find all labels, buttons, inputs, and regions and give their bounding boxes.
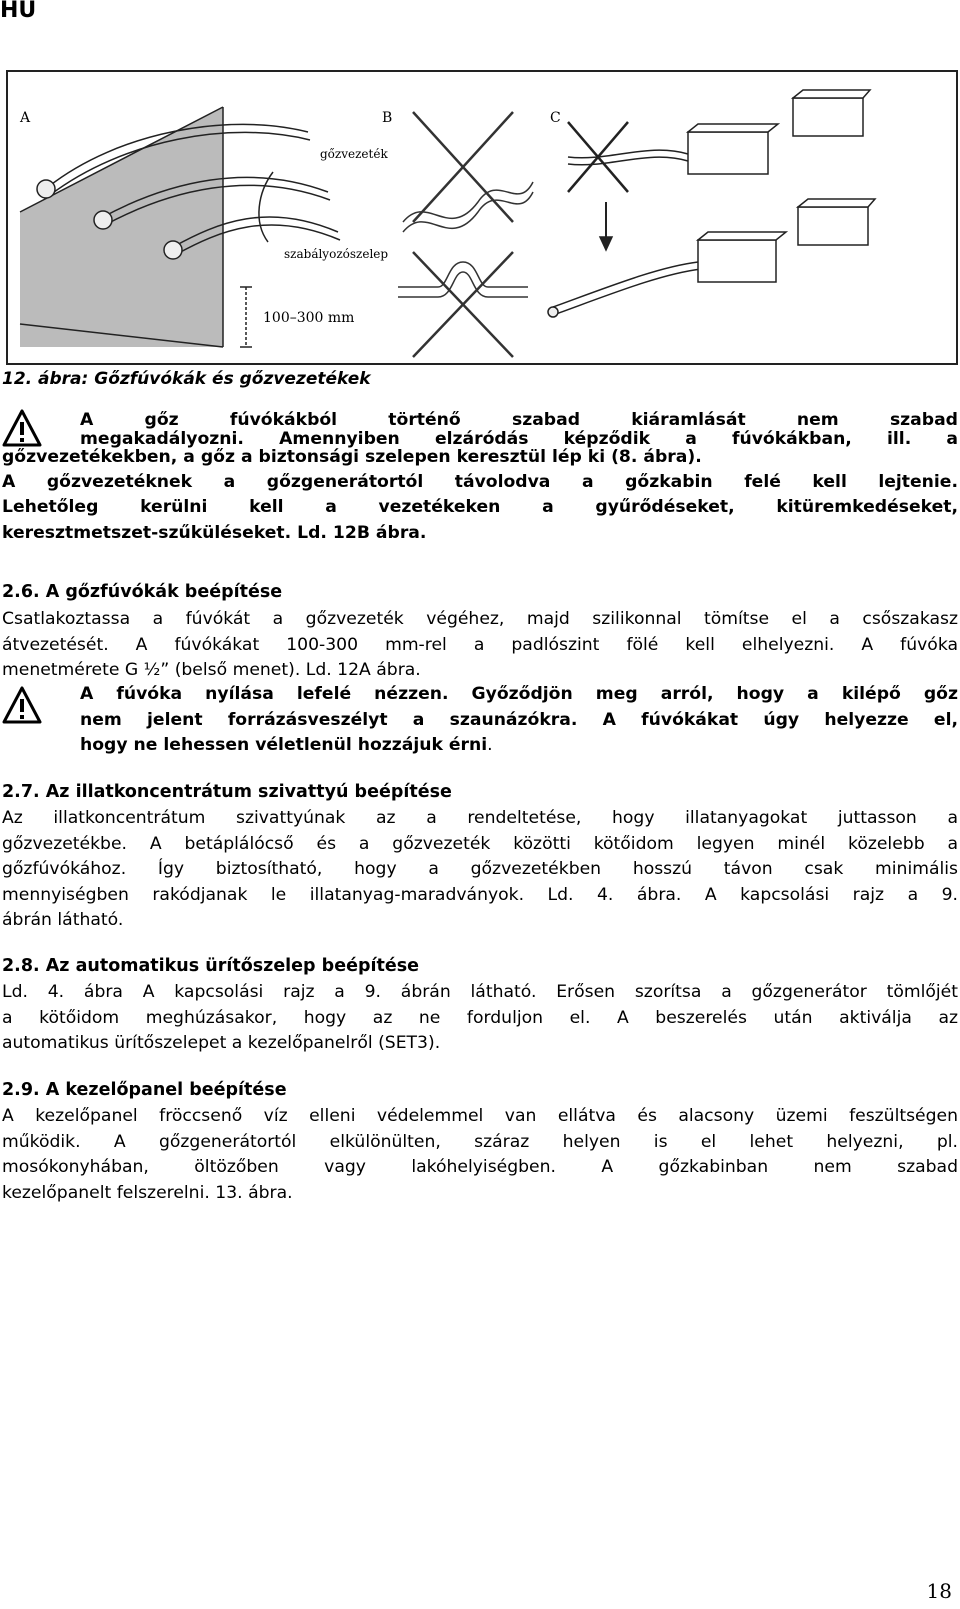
warning-line: A gőzvezetéknek a gőzgenerátortól távolodva a gőzkabin felé kell lejtenie.: [2, 471, 958, 492]
section-number: 2.7.: [2, 782, 40, 802]
warning-line: keresztmetszet-szűküléseket. Ld. 12B ábra.: [2, 522, 427, 543]
figure-label-c: C: [550, 110, 561, 126]
warning-line-text: hogy ne lehessen véletlenül hozzájuk érni: [80, 735, 488, 755]
body-line: mennyiségben rakódjanak le illatanyag-maradványok. Ld. 4. ábra. A kapcsolási rajz a 9.: [2, 884, 958, 905]
section-heading-2-7: [2, 782, 452, 802]
body-line: átvezetését. A fúvókákat 100-300 mm-rel a padlószint fölé kell elhelyezni. A fúvóka: [2, 634, 958, 655]
warning-line: megakadályozni. Amennyiben elzáródás képződik a fúvókákban, ill. a: [80, 428, 958, 449]
section-heading-2-9: [2, 1080, 287, 1100]
section-number: 2.8.: [2, 956, 40, 976]
section-title: A gőzfúvókák beépítése: [45, 582, 283, 602]
body-line: menetmérete G ½” (belső menet). Ld. 12A ábra.: [2, 660, 421, 680]
warning-line: gőzvezetékekben, a gőz a biztonsági szelepen keresztül lép ki (8. ábra).: [2, 447, 702, 467]
body-line: kezelőpanelt felszerelni. 13. ábra.: [2, 1182, 293, 1203]
warning-icon: [2, 685, 42, 725]
valve-label: szabályozószelep: [284, 247, 389, 261]
body-line: ábrán látható.: [2, 910, 124, 930]
section-2-7-body: [2, 806, 958, 934]
body-line: Az illatkoncentrátum szivattyúnak az a rendeltetése, hogy illatanyagokat juttasson a: [2, 808, 958, 828]
page-number: 18: [926, 1579, 952, 1603]
warning-line-period: .: [487, 735, 493, 755]
body-line: a kötőidom meghúzásakor, hogy az ne forduljon el. A beszerelés után aktiválja az: [2, 1007, 958, 1028]
height-label: 100–300 mm: [263, 310, 355, 326]
warning-line: A gőz fúvókákból történő szabad kiáramlását nem szabad: [80, 410, 958, 430]
figure-label-a: A: [20, 110, 31, 126]
section-number: 2.9.: [2, 1080, 40, 1100]
section-heading-2-8: [2, 956, 419, 976]
language-code: HU: [0, 0, 37, 23]
section-2-6-body: [2, 607, 958, 684]
warning-line: nem jelent forrázásveszélyt a szaunázókra. A fúvókákat úgy helyezze el,: [80, 709, 958, 730]
figure-12-drawing: [8, 72, 956, 363]
figure-label-b: B: [382, 110, 393, 126]
section-title: Az automatikus ürítőszelep beépítése: [45, 956, 419, 976]
body-line: gőzfúvókához. Így biztosítható, hogy a gőzvezetékben hosszú távon csak minimális: [2, 859, 958, 879]
figure-12: [6, 70, 958, 365]
section-number: 2.6.: [2, 582, 40, 602]
warning-line: Lehetőleg kerülni kell a vezetékeken a gyűrődéseket, kitüremkedéseket,: [2, 497, 958, 517]
section-title: A kezelőpanel beépítése: [45, 1080, 287, 1100]
section-title: Az illatkoncentrátum szivattyú beépítése: [45, 782, 452, 802]
steam-pipe-label: gőzvezeték: [320, 147, 388, 161]
warning-line: [80, 733, 958, 759]
panel-c-drawing: [548, 90, 875, 317]
section-2-8-body: [2, 980, 958, 1057]
body-line: mosókonyhában, öltözőben vagy lakóhelyiségben. A gőzkabinban nem szabad: [2, 1157, 958, 1177]
warning-nozzle-direction: [80, 682, 958, 759]
section-2-9-body: [2, 1104, 958, 1206]
warning-steam-flow: [2, 408, 958, 546]
figure-caption: 12. ábra: Gőzfúvókák és gőzvezetékek: [2, 369, 371, 389]
body-line: automatikus ürítőszelepet a kezelőpanelről (SET3).: [2, 1033, 441, 1053]
section-heading-2-6: [2, 582, 282, 602]
panel-b-drawing: [398, 112, 533, 357]
warning-line: A fúvóka nyílása lefelé nézzen. Győződjön meg arról, hogy a kilépő gőz: [80, 684, 958, 704]
body-line: A kezelőpanel fröccsenő víz elleni védelemmel van ellátva és alacsony üzemi feszültségen: [2, 1106, 958, 1126]
body-line: gőzvezetékbe. A betáplálócső és a gőzvezeték közötti kötőidom legyen minél közelebb a: [2, 833, 958, 854]
body-line: Ld. 4. ábra A kapcsolási rajz a 9. ábrán látható. Erősen szorítsa a gőzgenerátor tömlőjét: [2, 982, 958, 1002]
body-line: Csatlakoztassa a fúvókát a gőzvezeték végéhez, majd szilikonnal tömítse el a csőszakasz: [2, 609, 958, 629]
body-line: működik. A gőzgenerátortól elkülönülten, száraz helyen is el lehet helyezni, pl.: [2, 1131, 958, 1152]
